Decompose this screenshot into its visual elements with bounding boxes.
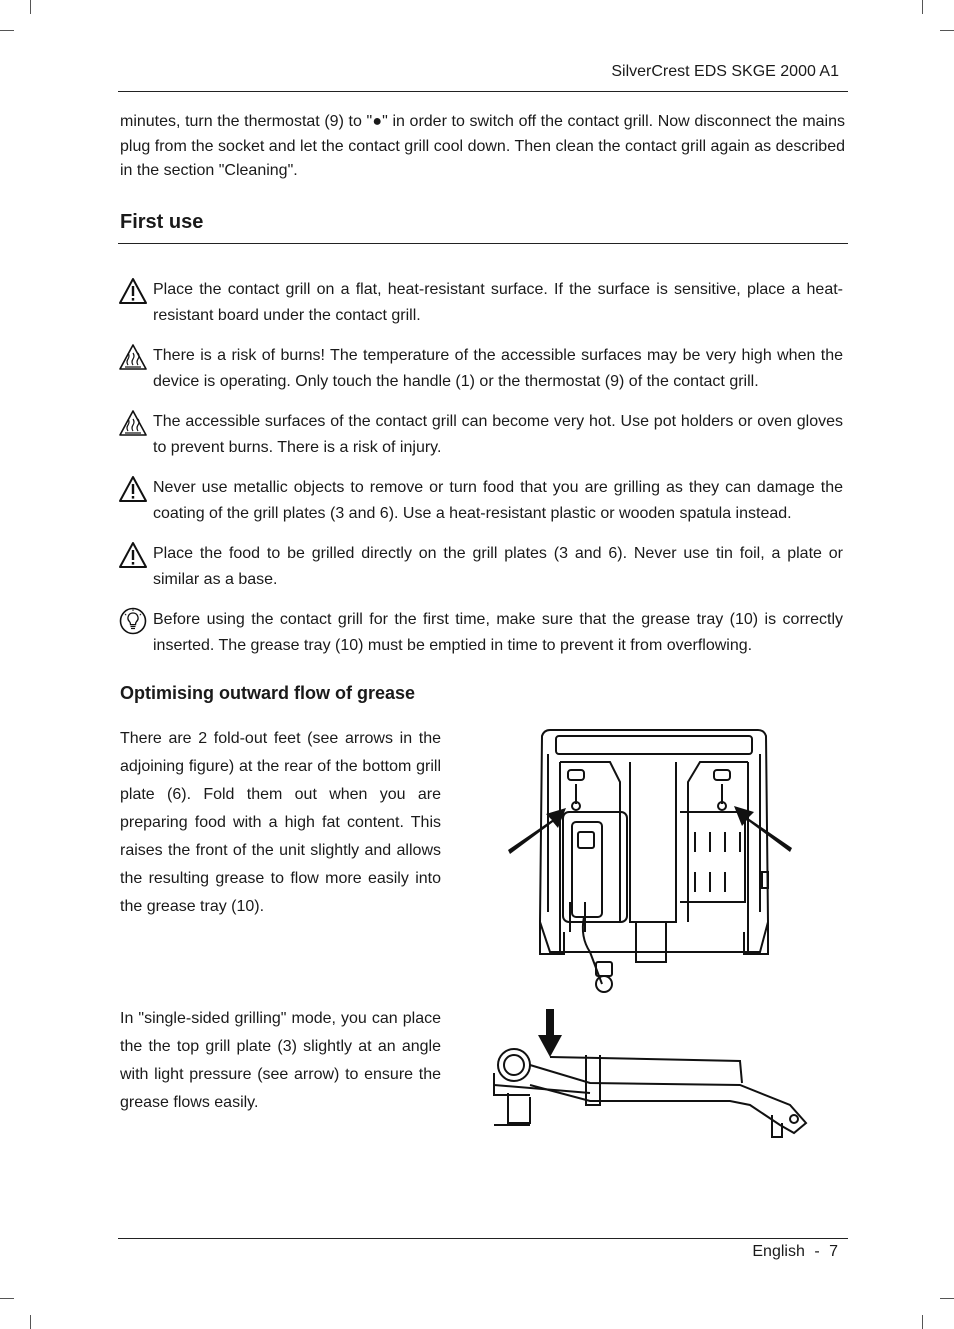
- crop-mark: [922, 0, 923, 14]
- crop-mark: [940, 30, 954, 31]
- grill-side-view-figure: [490, 1005, 810, 1145]
- header-rule: [118, 91, 848, 92]
- crop-mark: [940, 1298, 954, 1299]
- note-text: Place the food to be grilled directly on the grill plates (3 and 6). Never use tin foil, a plate or similar as a base.: [153, 545, 843, 588]
- page-number: 7: [829, 1243, 838, 1260]
- crop-mark: [0, 30, 14, 31]
- warning-icon: [118, 541, 148, 569]
- intro-paragraph: minutes, turn the thermostat (9) to "●" in order to switch off the contact grill. Now disconnect the mains plug from the socket and let the contact grill cool down. Then clean the contact grill again as described in the section "Cleaning".: [120, 113, 845, 179]
- page-header-title: SilverCrest EDS SKGE 2000 A1: [611, 63, 839, 80]
- note-item: [118, 409, 843, 461]
- section-title: First use: [120, 211, 204, 233]
- note-item: [118, 475, 843, 527]
- section-rule: [118, 243, 848, 244]
- note-item: [118, 343, 843, 395]
- subsection-title: Optimising outward flow of grease: [120, 683, 416, 703]
- single-sided-paragraph: In "single-sided grilling" mode, you can place the the top grill plate (3) slightly at an angle with light pressure (see arrow) to ensure the grease flows easily.: [120, 1010, 441, 1111]
- hot-surface-icon: [118, 409, 148, 437]
- footer-separator: -: [814, 1243, 820, 1260]
- crop-mark: [30, 0, 31, 14]
- page-footer: [752, 1243, 838, 1261]
- note-item: [118, 277, 843, 329]
- hot-surface-icon: [118, 343, 148, 371]
- crop-mark: [922, 1315, 923, 1329]
- warning-icon: [118, 475, 148, 503]
- crop-mark: [0, 1298, 14, 1299]
- grill-underside-figure: [500, 722, 800, 1002]
- footer-rule: [118, 1238, 848, 1239]
- tip-lightbulb-icon: [118, 607, 148, 635]
- note-text: Before using the contact grill for the first time, make sure that the grease tray (10) is correctly inserted. The grease tray (10) must be emptied in time to prevent it from overflowing.: [153, 611, 843, 654]
- footer-language: English: [752, 1243, 805, 1260]
- note-item: [118, 541, 843, 593]
- note-text: There is a risk of burns! The temperature of the accessible surfaces may be very high when the device is operating. Only touch the handle (1) or the thermostat (9) of the contact grill.: [153, 347, 843, 390]
- warning-icon: [118, 277, 148, 305]
- note-text: Place the contact grill on a flat, heat-resistant surface. If the surface is sensitive, place a heat-resistant board under the contact grill.: [153, 281, 843, 324]
- crop-mark: [30, 1315, 31, 1329]
- feet-paragraph: There are 2 fold-out feet (see arrows in the adjoining figure) at the rear of the bottom grill plate (6). Fold them out when you are preparing food with a high fat content. This raises the front of the unit slightly and allows the resulting grease to flow more easily into the grease tray (10).: [120, 730, 441, 915]
- note-text: The accessible surfaces of the contact grill can become very hot. Use pot holders or oven gloves to prevent burns. There is a risk of injury.: [153, 413, 843, 456]
- note-item: [118, 607, 843, 659]
- note-text: Never use metallic objects to remove or turn food that you are grilling as they can damage the coating of the grill plates (3 and 6). Use a heat-resistant plastic or wooden spatula instead.: [153, 479, 843, 522]
